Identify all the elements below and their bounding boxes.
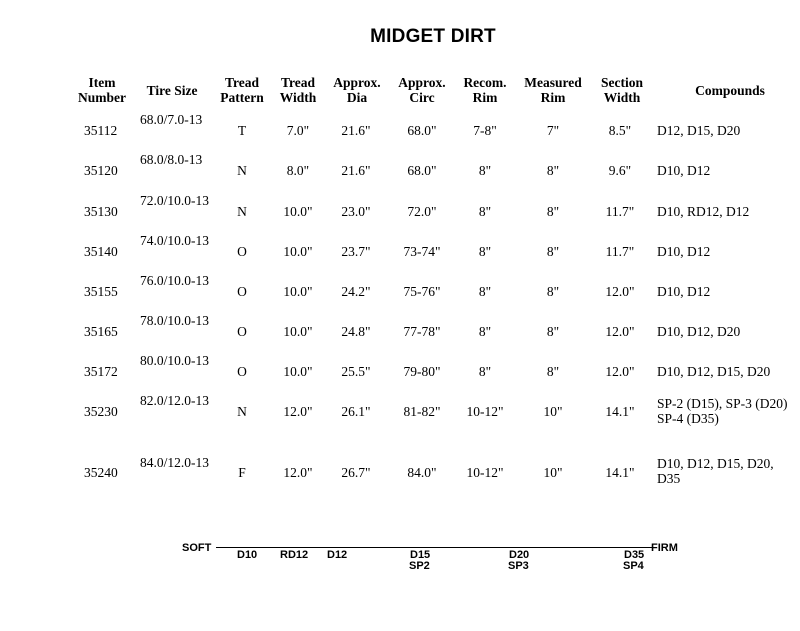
row-9-rim: 10-12" bbox=[466, 465, 504, 480]
row-3-sect: 11.7" bbox=[605, 204, 635, 219]
page-title: MIDGET DIRT bbox=[370, 26, 496, 47]
row-5-rim: 8" bbox=[478, 284, 492, 299]
header-tire-size: Tire Size bbox=[146, 83, 198, 98]
header-item-line2: Number bbox=[78, 90, 126, 105]
row-5-width: 10.0" bbox=[283, 284, 313, 299]
row-9-dia: 26.7" bbox=[341, 465, 371, 480]
row-3-mrim: 8" bbox=[546, 204, 560, 219]
row-1-mrim: 7" bbox=[546, 123, 560, 138]
row-2-item: 35120 bbox=[84, 163, 118, 178]
header-section-width bbox=[590, 75, 654, 105]
scale-mark-sp2: SP2 bbox=[409, 560, 430, 572]
row-4-comp-line1: D10, D12 bbox=[657, 244, 711, 259]
row-8-mrim: 10" bbox=[543, 404, 563, 419]
row-1-tread: T bbox=[237, 123, 247, 138]
row-7-sect: 12.0" bbox=[605, 364, 635, 379]
scale-mark-rd12: RD12 bbox=[280, 549, 309, 561]
row-8-circ: 81-82" bbox=[403, 404, 441, 419]
row-4-sect: 11.7" bbox=[605, 244, 635, 259]
row-9-sect: 14.1" bbox=[605, 465, 635, 480]
header-item-number bbox=[70, 75, 134, 105]
row-1-circ: 68.0" bbox=[407, 123, 437, 138]
row-9-size: 84.0/12.0-13 bbox=[140, 455, 209, 470]
row-1-width: 7.0" bbox=[286, 123, 310, 138]
row-7-comp-line1: D10, D12, D15, D20 bbox=[657, 364, 771, 379]
row-6-rim: 8" bbox=[478, 324, 492, 339]
row-6-mrim: 8" bbox=[546, 324, 560, 339]
row-2-circ: 68.0" bbox=[407, 163, 437, 178]
header-circ-line2: Circ bbox=[409, 90, 435, 105]
row-7-mrim: 8" bbox=[546, 364, 560, 379]
header-sect-line2: Width bbox=[603, 90, 641, 105]
row-4-rim: 8" bbox=[478, 244, 492, 259]
header-tread-width bbox=[266, 75, 330, 105]
header-dia-line2: Dia bbox=[346, 90, 368, 105]
header-tread-pattern bbox=[210, 75, 274, 105]
row-3-size: 72.0/10.0-13 bbox=[140, 193, 209, 208]
row-8-dia: 26.1" bbox=[341, 404, 371, 419]
scale-soft-label: SOFT bbox=[182, 542, 212, 554]
row-3-rim: 8" bbox=[478, 204, 492, 219]
row-8-size: 82.0/12.0-13 bbox=[140, 393, 209, 408]
row-1-rim: 7-8" bbox=[473, 123, 497, 138]
header-measured-rim bbox=[518, 75, 588, 105]
header-rim-line2: Rim bbox=[472, 90, 498, 105]
row-8-rim: 10-12" bbox=[466, 404, 504, 419]
row-8-compounds bbox=[657, 396, 788, 426]
row-6-size: 78.0/10.0-13 bbox=[140, 313, 209, 328]
row-7-width: 10.0" bbox=[283, 364, 313, 379]
row-2-rim: 8" bbox=[478, 163, 492, 178]
row-5-compounds bbox=[657, 284, 710, 299]
scale-mark-d20: D20 bbox=[509, 549, 530, 561]
row-5-tread: O bbox=[237, 284, 247, 299]
row-1-size: 68.0/7.0-13 bbox=[140, 112, 203, 127]
row-4-tread: O bbox=[237, 244, 247, 259]
row-8-item: 35230 bbox=[84, 404, 118, 419]
header-approx-circ bbox=[390, 75, 454, 105]
row-9-tread: F bbox=[238, 465, 246, 480]
row-3-compounds bbox=[657, 204, 749, 219]
row-9-compounds bbox=[657, 456, 774, 486]
header-approx-dia bbox=[325, 75, 389, 105]
row-7-item: 35172 bbox=[84, 364, 118, 379]
row-7-rim: 8" bbox=[478, 364, 492, 379]
row-4-compounds bbox=[657, 244, 710, 259]
row-7-dia: 25.5" bbox=[341, 364, 371, 379]
row-9-circ: 84.0" bbox=[407, 465, 437, 480]
header-rim-line1: Recom. bbox=[463, 75, 507, 90]
row-5-comp-line1: D10, D12 bbox=[657, 284, 711, 299]
row-6-compounds bbox=[657, 324, 740, 339]
row-2-dia: 21.6" bbox=[341, 163, 371, 178]
row-2-sect: 9.6" bbox=[608, 163, 632, 178]
scale-firm-label: FIRM bbox=[651, 542, 678, 554]
row-2-mrim: 8" bbox=[546, 163, 560, 178]
row-2-size: 68.0/8.0-13 bbox=[140, 152, 203, 167]
header-tread-line2: Pattern bbox=[220, 90, 264, 105]
row-2-compounds bbox=[657, 163, 710, 178]
row-2-width: 8.0" bbox=[286, 163, 310, 178]
scale-mark-d35: D35 bbox=[624, 549, 645, 561]
row-4-dia: 23.7" bbox=[341, 244, 371, 259]
row-3-item: 35130 bbox=[84, 204, 118, 219]
row-6-sect: 12.0" bbox=[605, 324, 635, 339]
header-mrim-line1: Measured bbox=[524, 75, 582, 90]
header-compounds: Compounds bbox=[695, 83, 765, 98]
row-4-width: 10.0" bbox=[283, 244, 313, 259]
row-1-compounds bbox=[657, 123, 740, 138]
header-width-line2: Width bbox=[279, 90, 317, 105]
scale-mark-d15: D15 bbox=[410, 549, 431, 561]
row-5-dia: 24.2" bbox=[341, 284, 371, 299]
row-7-circ: 79-80" bbox=[403, 364, 441, 379]
row-6-tread: O bbox=[237, 324, 247, 339]
row-8-comp-line1: SP-2 (D15), SP-3 (D20) bbox=[657, 396, 788, 411]
header-dia-line1: Approx. bbox=[333, 75, 381, 90]
row-2-comp-line1: D10, D12 bbox=[657, 163, 711, 178]
row-6-width: 10.0" bbox=[283, 324, 313, 339]
row-3-width: 10.0" bbox=[283, 204, 313, 219]
row-1-dia: 21.6" bbox=[341, 123, 371, 138]
header-item-line1: Item bbox=[88, 75, 116, 90]
header-width-line1: Tread bbox=[280, 75, 315, 90]
row-4-size: 74.0/10.0-13 bbox=[140, 233, 209, 248]
row-5-item: 35155 bbox=[84, 284, 118, 299]
row-9-mrim: 10" bbox=[543, 465, 563, 480]
row-5-size: 76.0/10.0-13 bbox=[140, 273, 209, 288]
row-6-item: 35165 bbox=[84, 324, 118, 339]
row-9-width: 12.0" bbox=[283, 465, 313, 480]
row-5-sect: 12.0" bbox=[605, 284, 635, 299]
scale-mark-sp3: SP3 bbox=[508, 560, 529, 572]
row-8-sect: 14.1" bbox=[605, 404, 635, 419]
row-3-tread: N bbox=[237, 204, 247, 219]
scale-mark-sp4: SP4 bbox=[623, 560, 644, 572]
softness-scale-line bbox=[216, 547, 652, 548]
row-7-size: 80.0/10.0-13 bbox=[140, 353, 209, 368]
header-mrim-line2: Rim bbox=[540, 90, 566, 105]
row-3-comp-line1: D10, RD12, D12 bbox=[657, 204, 750, 219]
row-2-tread: N bbox=[237, 163, 247, 178]
row-5-mrim: 8" bbox=[546, 284, 560, 299]
row-9-comp-line2: D35 bbox=[657, 471, 681, 486]
row-7-tread: O bbox=[237, 364, 247, 379]
row-3-dia: 23.0" bbox=[341, 204, 371, 219]
row-4-mrim: 8" bbox=[546, 244, 560, 259]
row-4-item: 35140 bbox=[84, 244, 118, 259]
row-8-tread: N bbox=[237, 404, 247, 419]
row-9-item: 35240 bbox=[84, 465, 118, 480]
row-9-comp-line1: D10, D12, D15, D20, bbox=[657, 456, 774, 471]
row-6-dia: 24.8" bbox=[341, 324, 371, 339]
row-6-circ: 77-78" bbox=[403, 324, 441, 339]
row-8-comp-line2: SP-4 (D35) bbox=[657, 411, 719, 426]
row-7-compounds bbox=[657, 364, 770, 379]
row-4-circ: 73-74" bbox=[403, 244, 441, 259]
header-sect-line1: Section bbox=[601, 75, 643, 90]
row-1-comp-line1: D12, D15, D20 bbox=[657, 123, 741, 138]
header-recom-rim bbox=[453, 75, 517, 105]
scale-mark-d10: D10 bbox=[237, 549, 258, 561]
row-5-circ: 75-76" bbox=[403, 284, 441, 299]
row-6-comp-line1: D10, D12, D20 bbox=[657, 324, 741, 339]
row-3-circ: 72.0" bbox=[407, 204, 437, 219]
row-1-item: 35112 bbox=[84, 123, 118, 138]
header-tread-line1: Tread bbox=[224, 75, 259, 90]
row-8-width: 12.0" bbox=[283, 404, 313, 419]
header-circ-line1: Approx. bbox=[398, 75, 446, 90]
row-1-sect: 8.5" bbox=[608, 123, 632, 138]
scale-mark-d12: D12 bbox=[327, 549, 348, 561]
